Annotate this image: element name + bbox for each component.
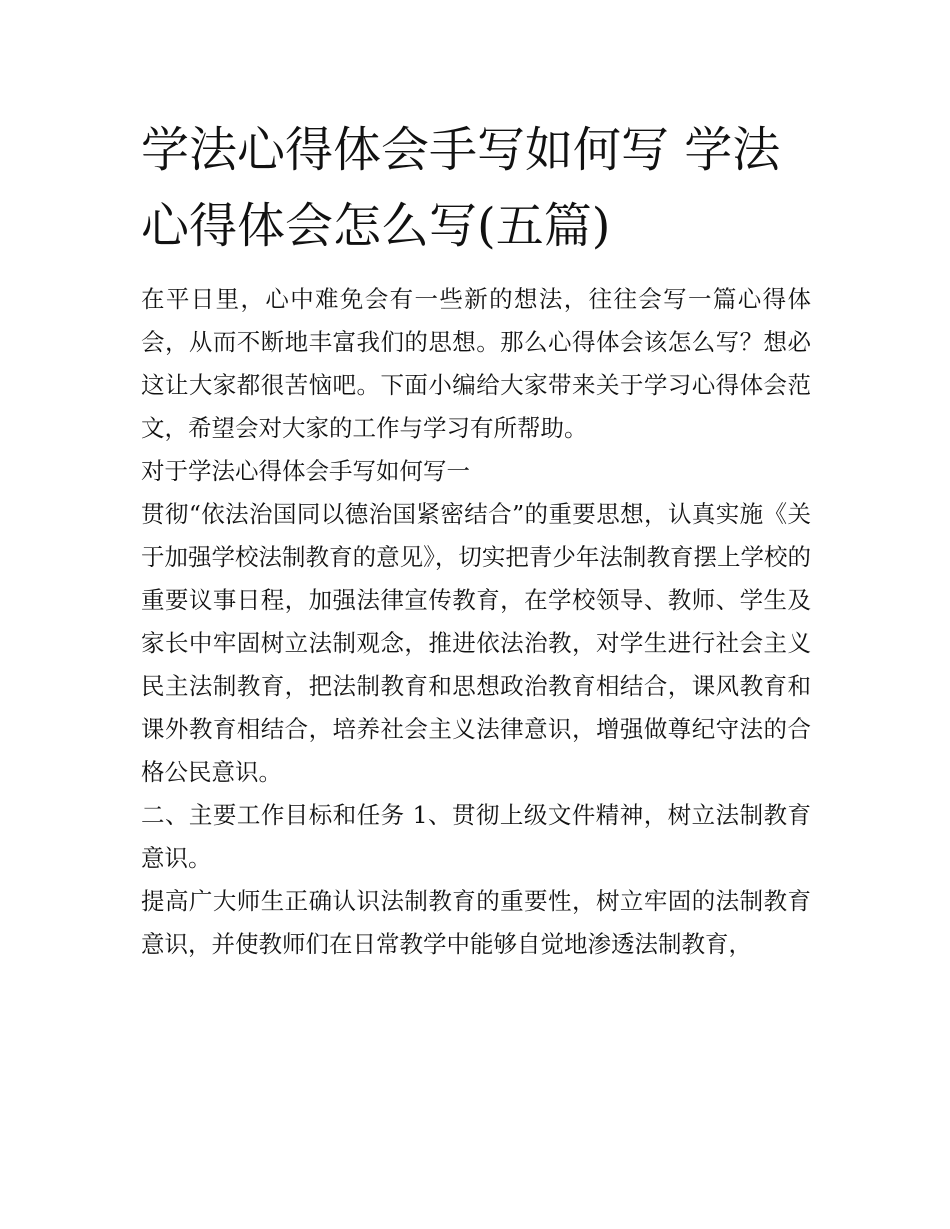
paragraph-goals-heading: 二、主要工作目标和任务 1、贯彻上级文件精神，树立法制教育意识。 xyxy=(141,801,811,872)
paragraph-guiding-principle: 贯彻“依法治国同以德治国紧密结合”的重要思想，认真实施《关于加强学校法制教育的意见》，切实把青少年法制教育摆上学校的重要议事日程，加强法律宣传教育，在学校领导、教师、学生及家长中牢固树立法制观念，推进依法治教，对学生进行社会主义民主法制教育，把法制教育和思想政治教育相结合，课风教育和课外教育相结合，培养社会主义法律意识，增强做尊纪守法的合格公民意识。 xyxy=(141,500,811,786)
paragraph-section-heading: 对于学法心得体会手写如何写一 xyxy=(141,457,470,485)
paragraph-intro: 在平日里，心中难免会有一些新的想法，往往会写一篇心得体会，从而不断地丰富我们的思想。那么心得体会该怎么写？想必这让大家都很苦恼吧。下面小编给大家带来关于学习心得体会范文，希望会对大家的工作与学习有所帮助。 xyxy=(141,285,811,442)
paragraph-awareness: 提高广大师生正确认识法制教育的重要性，树立牢固的法制教育意识，并使教师们在日常教学中能够自觉地渗透法制教育， xyxy=(141,887,811,958)
document-title: 学法心得体会手写如何写 学法心得体会怎么写(五篇) xyxy=(141,122,781,254)
document-content xyxy=(141,112,811,966)
